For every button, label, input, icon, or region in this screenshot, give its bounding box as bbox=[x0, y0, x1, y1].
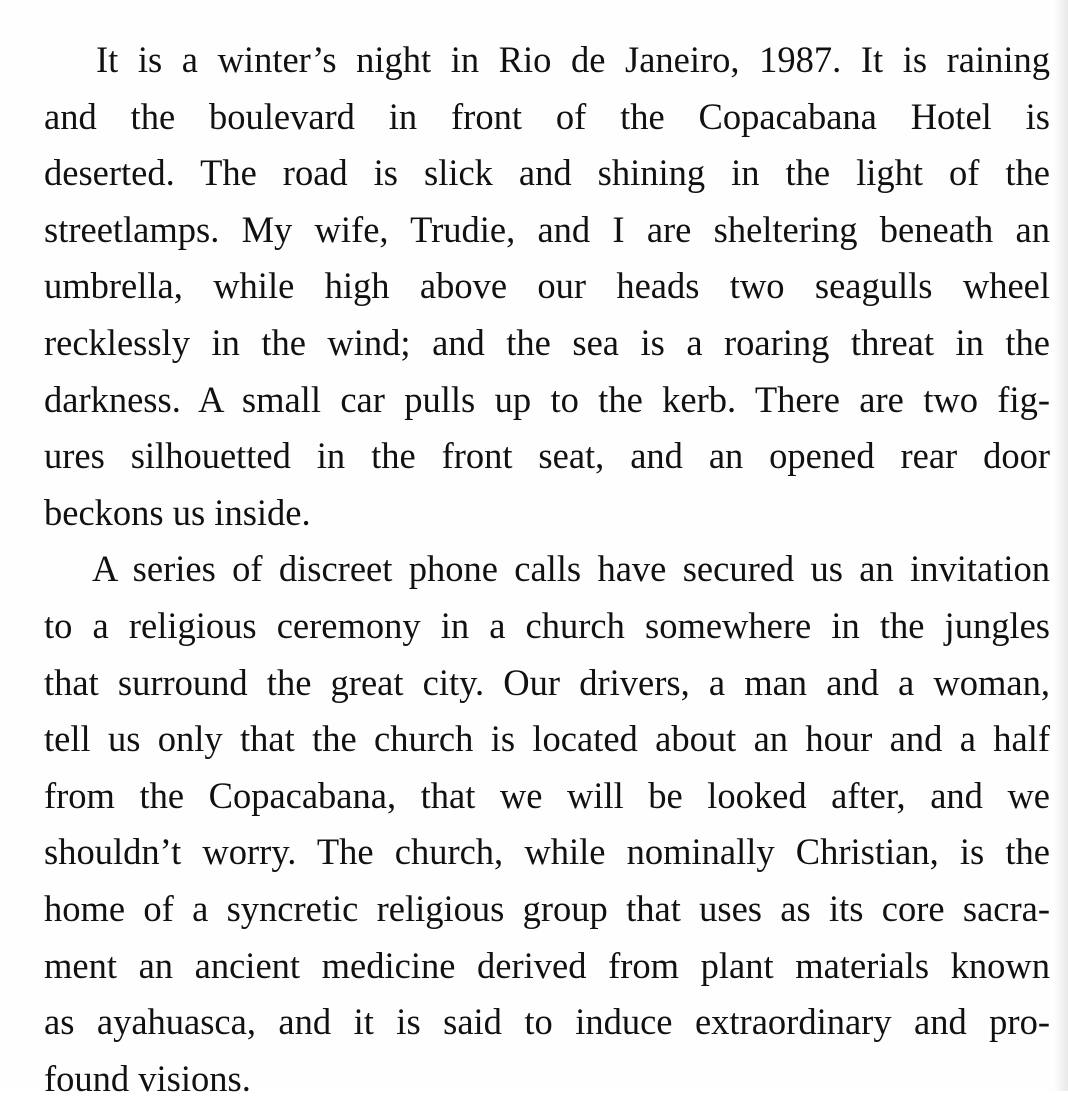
text-line: and the boulevard in front of the Copacabana Hotel is bbox=[44, 95, 1050, 137]
text-line: shouldn’t worry. The church, while nominally Christian, is the bbox=[44, 831, 1050, 873]
paragraph-2 bbox=[44, 541, 1050, 1107]
text-line: to a religious ceremony in a church somewhere in the jungles bbox=[44, 604, 1050, 646]
text-line: ment an ancient medicine derived from plant materials known bbox=[44, 944, 1050, 986]
text-line: streetlamps. My wife, Trudie, and I are sheltering beneath an bbox=[44, 208, 1050, 250]
body-text bbox=[44, 32, 1050, 1107]
text-line: It is a winter’s night in Rio de Janeiro, 1987. It is raining bbox=[96, 39, 1050, 80]
text-line: darkness. A small car pulls up to the kerb. There are two fig- bbox=[44, 378, 1050, 420]
text-line: ures silhouetted in the front seat, and an opened rear door bbox=[44, 435, 1050, 477]
text-line: as ayahuasca, and it is said to induce extraordinary and pro- bbox=[44, 1001, 1050, 1043]
page-edge-shadow bbox=[1054, 0, 1068, 1091]
text-line: from the Copacabana, that we will be looked after, and we bbox=[44, 774, 1050, 816]
paragraph-1 bbox=[44, 32, 1050, 541]
text-line: home of a syncretic religious group that uses as its core sacra- bbox=[44, 887, 1050, 929]
text-line: tell us only that the church is located about an hour and a half bbox=[44, 718, 1050, 760]
text-line: found visions. bbox=[44, 1057, 251, 1099]
text-line: that surround the great city. Our drivers, a man and a woman, bbox=[44, 661, 1050, 703]
text-line: beckons us inside. bbox=[44, 491, 311, 533]
text-line: recklessly in the wind; and the sea is a roaring threat in the bbox=[44, 321, 1050, 363]
text-line: A series of discreet phone calls have secured us an invitation bbox=[92, 548, 1050, 590]
text-line: umbrella, while high above our heads two seagulls wheel bbox=[44, 265, 1050, 307]
text-line: deserted. The road is slick and shining in the light of the bbox=[44, 152, 1050, 194]
